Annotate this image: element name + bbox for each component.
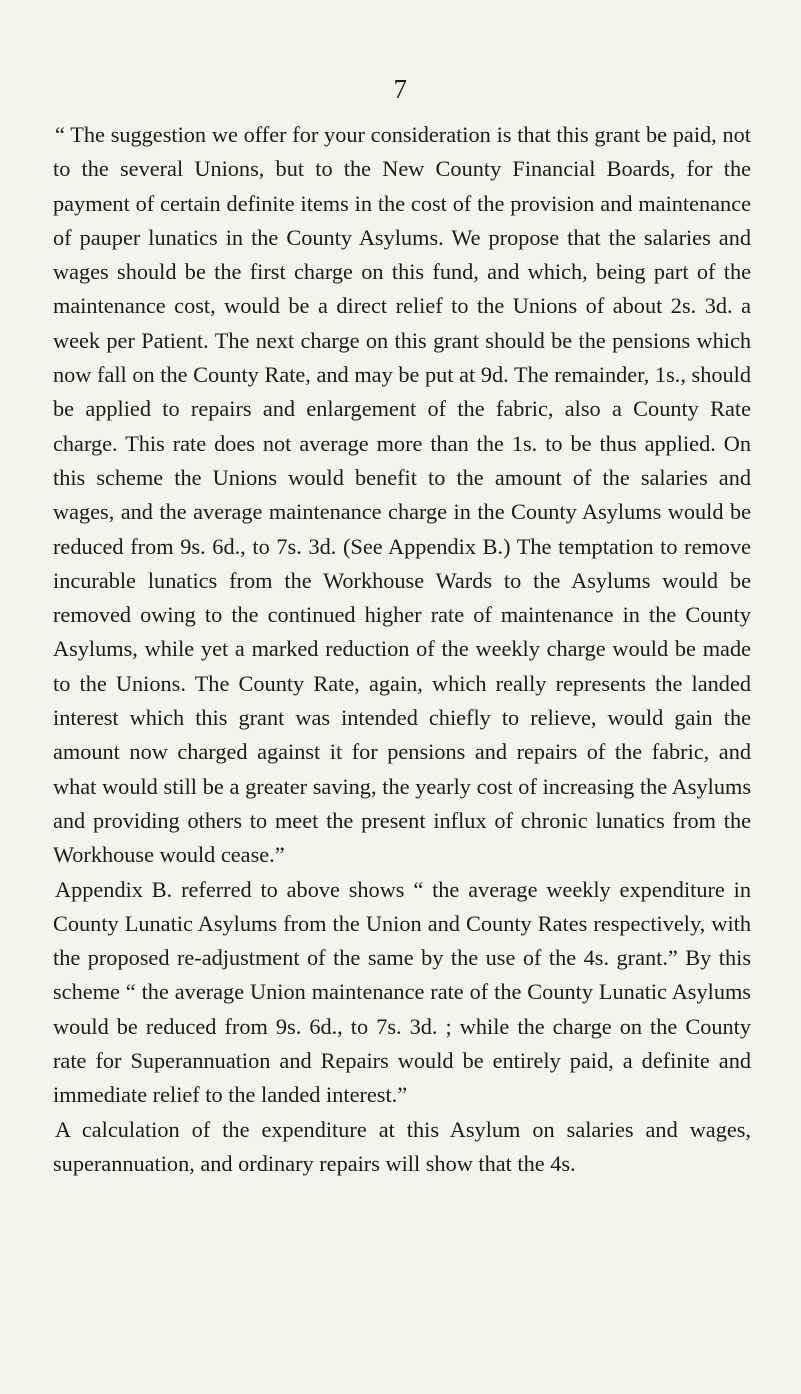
paragraph-appendix-b: Appendix B. referred to above shows “ the average weekly expenditure in County Lunatic Asylums from the Union and County Rates respectively, with the proposed re-adjustment of the same by the use of the 4s. grant.” By this scheme “ the average Union maintenance rate of the County Lunatic Asylums would be reduced from 9s. 6d., to 7s. 3d. ; while the charge on the County rate for Superannuation and Repairs would be entirely paid, a definite and immediate relief to the landed interest.” <box>53 876 751 1108</box>
body-text <box>53 118 751 1181</box>
paragraph-calculation: A calculation of the expenditure at this Asylum on salaries and wages, superannuation, and ordinary repairs will show that the 4s. <box>53 1116 751 1176</box>
page-number: 7 <box>393 74 408 104</box>
paragraph-quote-suggestion: “ The suggestion we offer for your consideration is that this grant be paid, not to the several Unions, but to the New County Financial Boards, for the payment of certain definite items in the cost of the provision and maintenance of pauper lunatics in the County Asylums. We propose that the salaries and wages should be the first charge on this fund, and which, being part of the maintenance cost, would be a direct relief to the Unions of about 2s. 3d. a week per Patient. The next charge on this grant should be the pensions which now fall on the County Rate, and may be put at 9d. The remainder, 1s., should be applied to repairs and enlargement of the fabric, also a County Rate charge. This rate does not average more than the 1s. to be thus applied. On this scheme the Unions would benefit to the amount of the salaries and wages, and the average maintenance charge in the County Asylums would be reduced from 9s. 6d., to 7s. 3d. (See Appendix B.) The temptation to remove incurable lunatics from the Workhouse Wards to the Asylums would be removed owing to the continued higher rate of maintenance in the County Asylums, while yet a marked reduction of the weekly charge would be made to the Unions. The County Rate, again, which really represents the landed interest which this grant was intended chiefly to relieve, would gain the amount now charged against it for pensions and repairs of the fabric, and what would still be a greater saving, the yearly cost of increasing the Asylums and providing others to meet the present influx of chronic lunatics from the Workhouse would cease.” <box>53 122 751 868</box>
